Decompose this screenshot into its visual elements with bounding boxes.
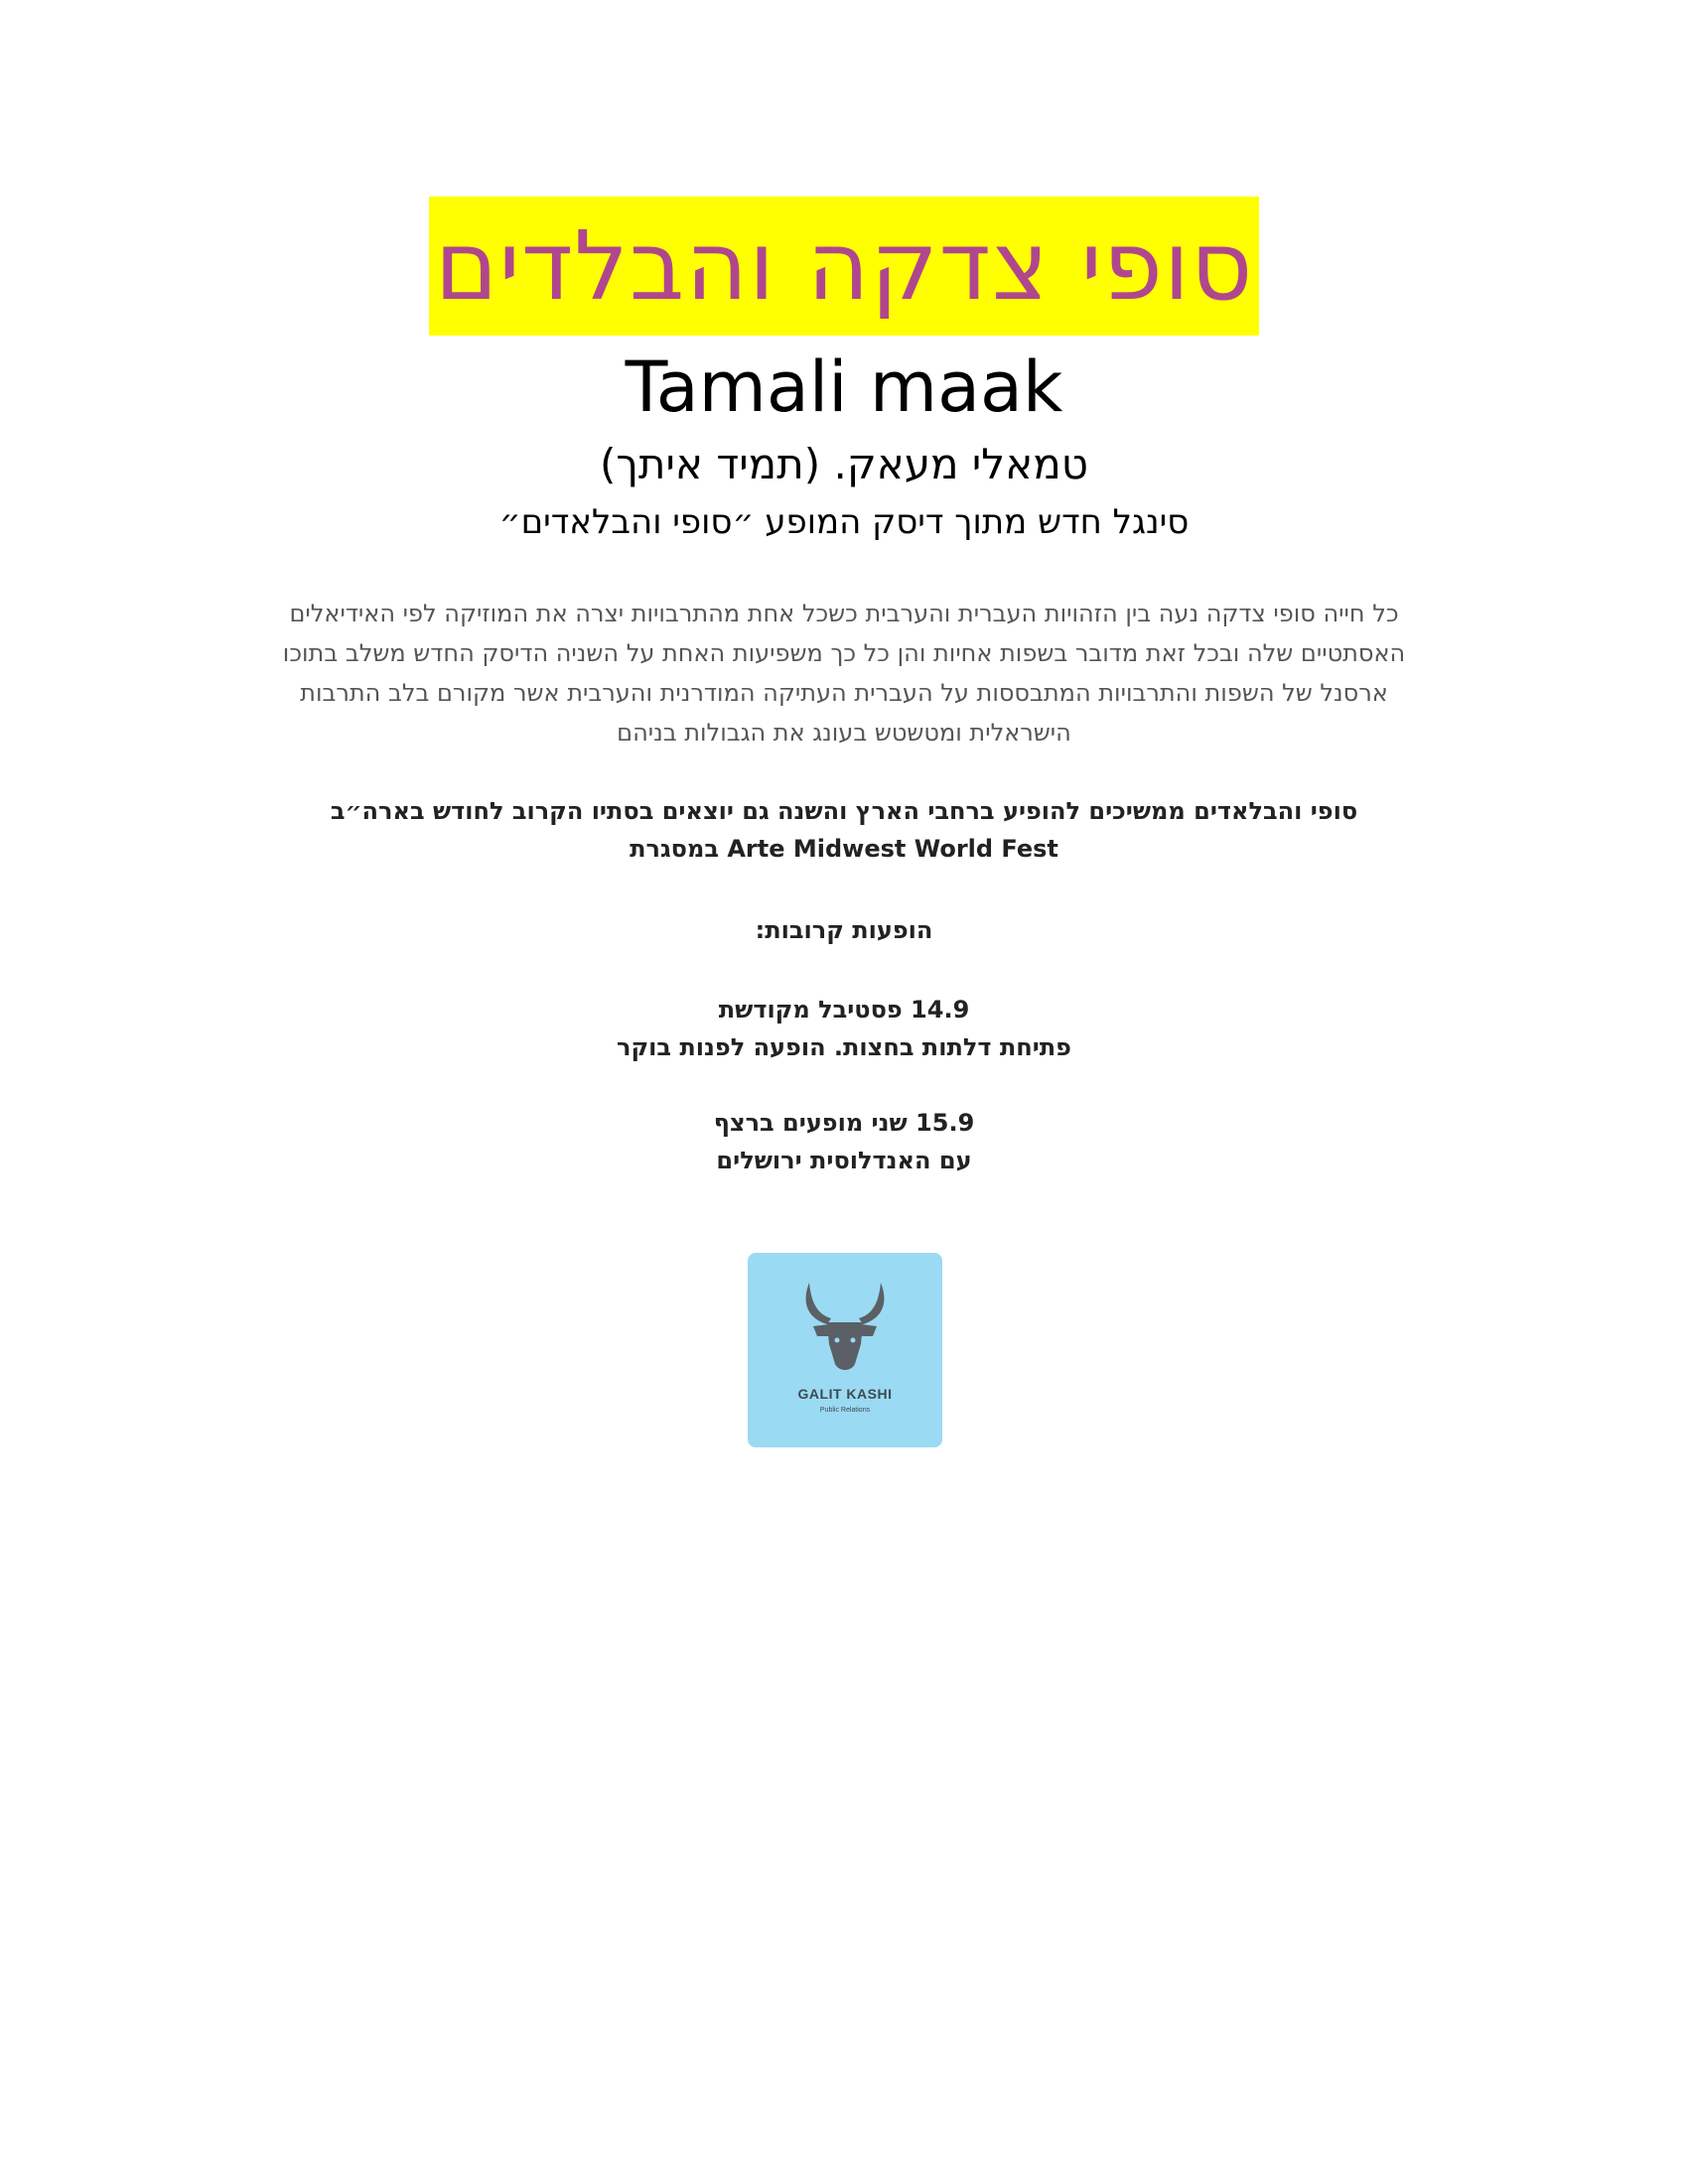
intro-line: הישראלית ומטשטש בעונג את הגבולות בניהם [617,719,1071,747]
song-title-hebrew: טמאלי מעאק. (תמיד איתך) [599,440,1089,488]
logo-name: GALIT KASHI [797,1386,893,1402]
title-container [0,197,1688,336]
show-item [199,991,1489,1066]
announcement [199,792,1489,868]
intro-line: האסתטיים שלה ובכל זאת מדובר בשפות אחיות והן כל כך משפיעות האחת על השניה הדיסק החדש משלב בתוכו [282,639,1406,667]
show-detail-line: פתיחת דלתות בחצות. הופעה לפנות בוקר [617,1033,1071,1061]
song-title-english: Tamali maak [625,346,1063,428]
bull-head-icon [748,1253,942,1447]
announcement-line: Arte Midwest World Fest במסגרת [630,835,1058,863]
intro-line: ארסנל של השפות והתרבויות המתבססות על העברית העתיקה המודרנית והערבית אשר מקורם בלב התרבות [300,679,1388,707]
shows-heading [199,911,1489,949]
pr-logo [748,1253,942,1447]
intro-line: כל חייה סופי צדקה נעה בין הזהויות העברית והערבית כשכל אחת מהתרבויות יצרה את המוזיקה לפי האידיאלים [289,600,1399,627]
intro-paragraph [199,594,1489,752]
shows-heading-text: הופעות קרובות: [755,916,933,944]
show-item [199,1104,1489,1179]
show-detail-line: עם האנדלוסית ירושלים [716,1147,972,1174]
show-date-line: 15.9 שני מופעים ברצף [713,1109,975,1137]
announcement-line: סופי והבלאדים ממשיכים להופיע ברחבי הארץ והשנה גם יוצאים בסתיו הקרוב לחודש בארה״ב [330,797,1358,825]
single-description: סינגל חדש מתוך דיסק המופע ״סופי והבלאדים״ [498,502,1190,542]
page-title: סופי צדקה והבלדים [429,197,1260,336]
show-date-line: 14.9 פסטיבל מקודשת [718,996,970,1024]
logo-subtitle: Public Relations [819,1407,871,1414]
